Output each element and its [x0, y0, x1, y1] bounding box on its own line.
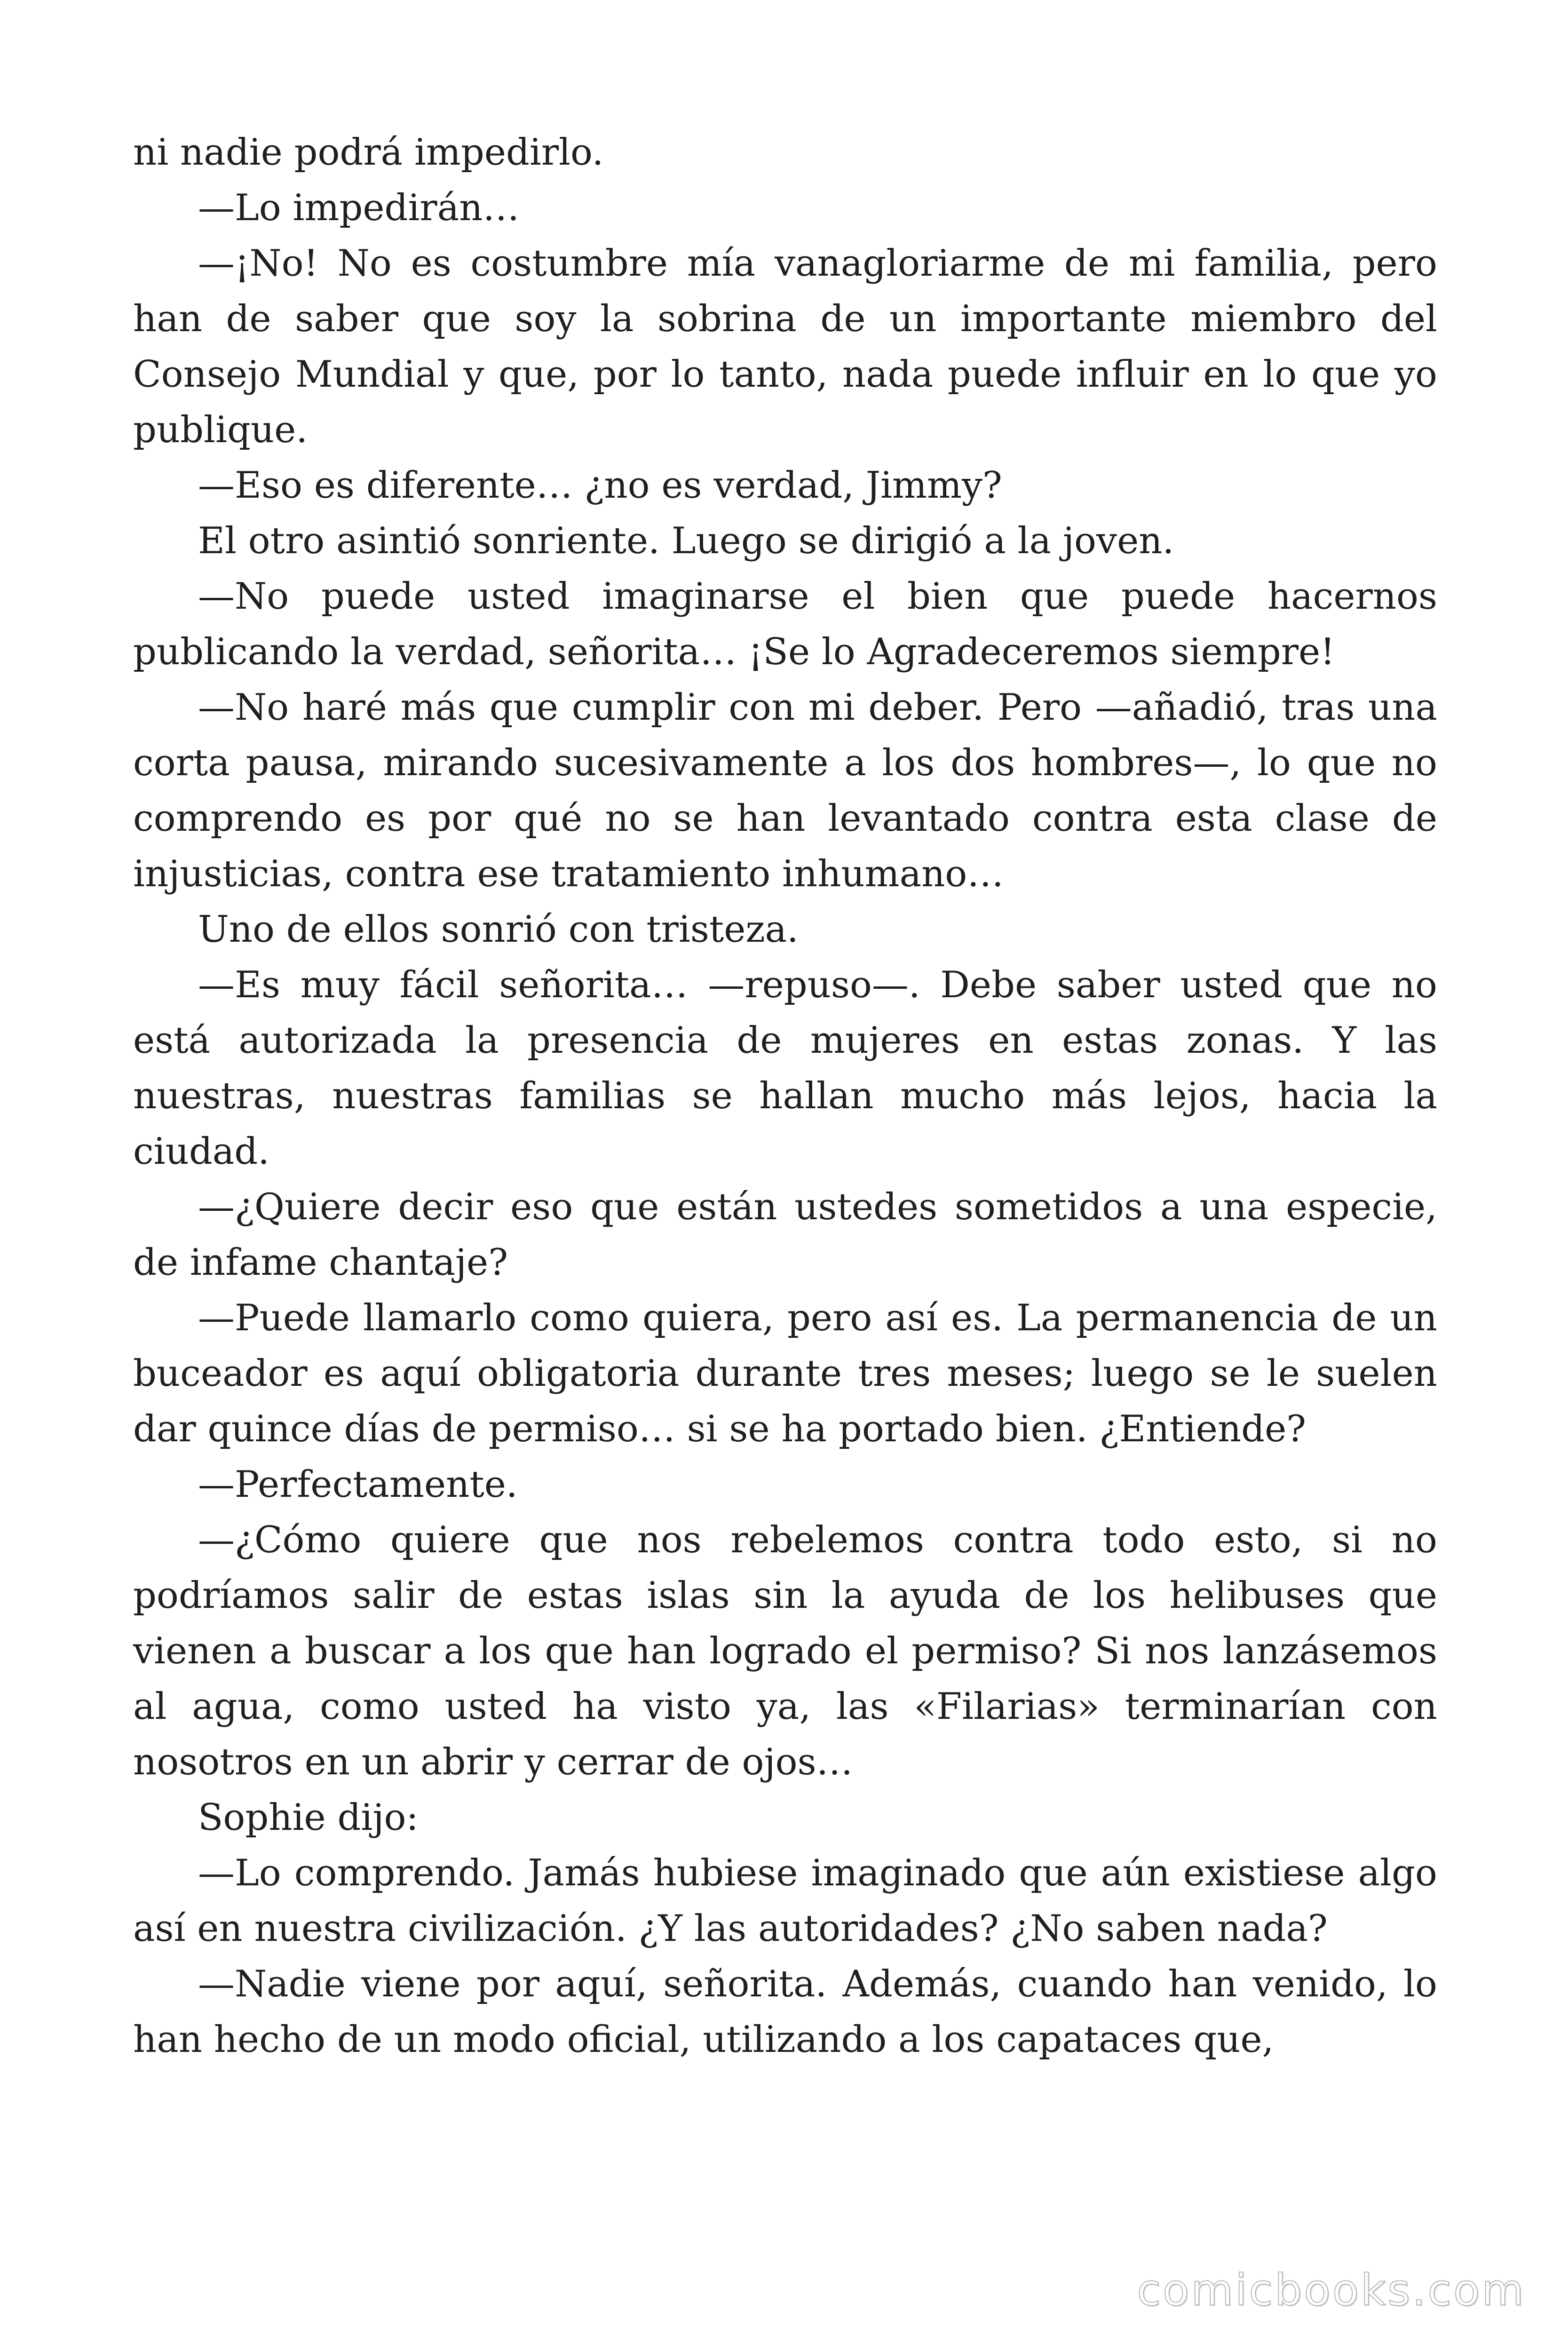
book-page-text: [133, 125, 1437, 2067]
paragraph: —Lo impedirán…: [198, 187, 520, 229]
paragraph: —No puede usted imaginarse el bien que puede hacernos publicando la verdad, señorita… ¡Se lo Agradeceremos siempre!: [133, 575, 1437, 673]
paragraph: —Nadie viene por aquí, señorita. Además, cuando han venido, lo han hecho de un modo oficial, utilizando a los capataces que,: [133, 1963, 1437, 2061]
paragraph: —Lo comprendo. Jamás hubiese imaginado que aún existiese algo así en nuestra civilización. ¿Y las autoridades? ¿No saben nada?: [133, 1852, 1437, 1950]
paragraph: ni nadie podrá impedirlo.: [133, 131, 604, 174]
paragraph: —No haré más que cumplir con mi deber. Pero —añadió, tras una corta pausa, mirando sucesivamente a los dos hombres—, lo que no comprendo es por qué no se han levantado contra esta clase de injusticias, contra ese tratamiento inhumano…: [133, 686, 1437, 895]
paragraph: El otro asintió sonriente. Luego se dirigió a la joven.: [198, 520, 1174, 562]
paragraph: —¡No! No es costumbre mía vanagloriarme de mi familia, pero han de saber que soy la sobrina de un importante miembro del Consejo Mundial y que, por lo tanto, nada puede influir en lo que yo publique.: [133, 242, 1437, 451]
paragraph: —Eso es diferente… ¿no es verdad, Jimmy?: [198, 464, 1002, 507]
paragraph: —Es muy fácil señorita… —repuso—. Debe saber usted que no está autorizada la presencia de mujeres en estas zonas. Y las nuestras, nuestras familias se hallan mucho más lejos, hacia la ciudad.: [133, 964, 1437, 1173]
paragraph: —Puede llamarlo como quiera, pero así es. La permanencia de un buceador es aquí obligatoria durante tres meses; luego se le suelen dar quince días de permiso… si se ha portado bien. ¿Entiende?: [133, 1297, 1437, 1450]
paragraph: —Perfectamente.: [198, 1463, 518, 1506]
paragraph: Uno de ellos sonrió con tristeza.: [198, 908, 799, 951]
watermark: comicbooks.com: [1137, 2265, 1526, 2315]
paragraph: Sophie dijo:: [198, 1796, 419, 1839]
paragraph: —¿Cómo quiere que nos rebelemos contra todo esto, si no podríamos salir de estas islas sin la ayuda de los helibuses que vienen a buscar a los que han logrado el permiso? Si nos lanzásemos al agua, como usted ha visto ya, las «Filarias» terminarían con nosotros en un abrir y cerrar de ojos…: [133, 1519, 1437, 1783]
paragraph: —¿Quiere decir eso que están ustedes sometidos a una especie, de infame chantaje?: [133, 1186, 1437, 1284]
